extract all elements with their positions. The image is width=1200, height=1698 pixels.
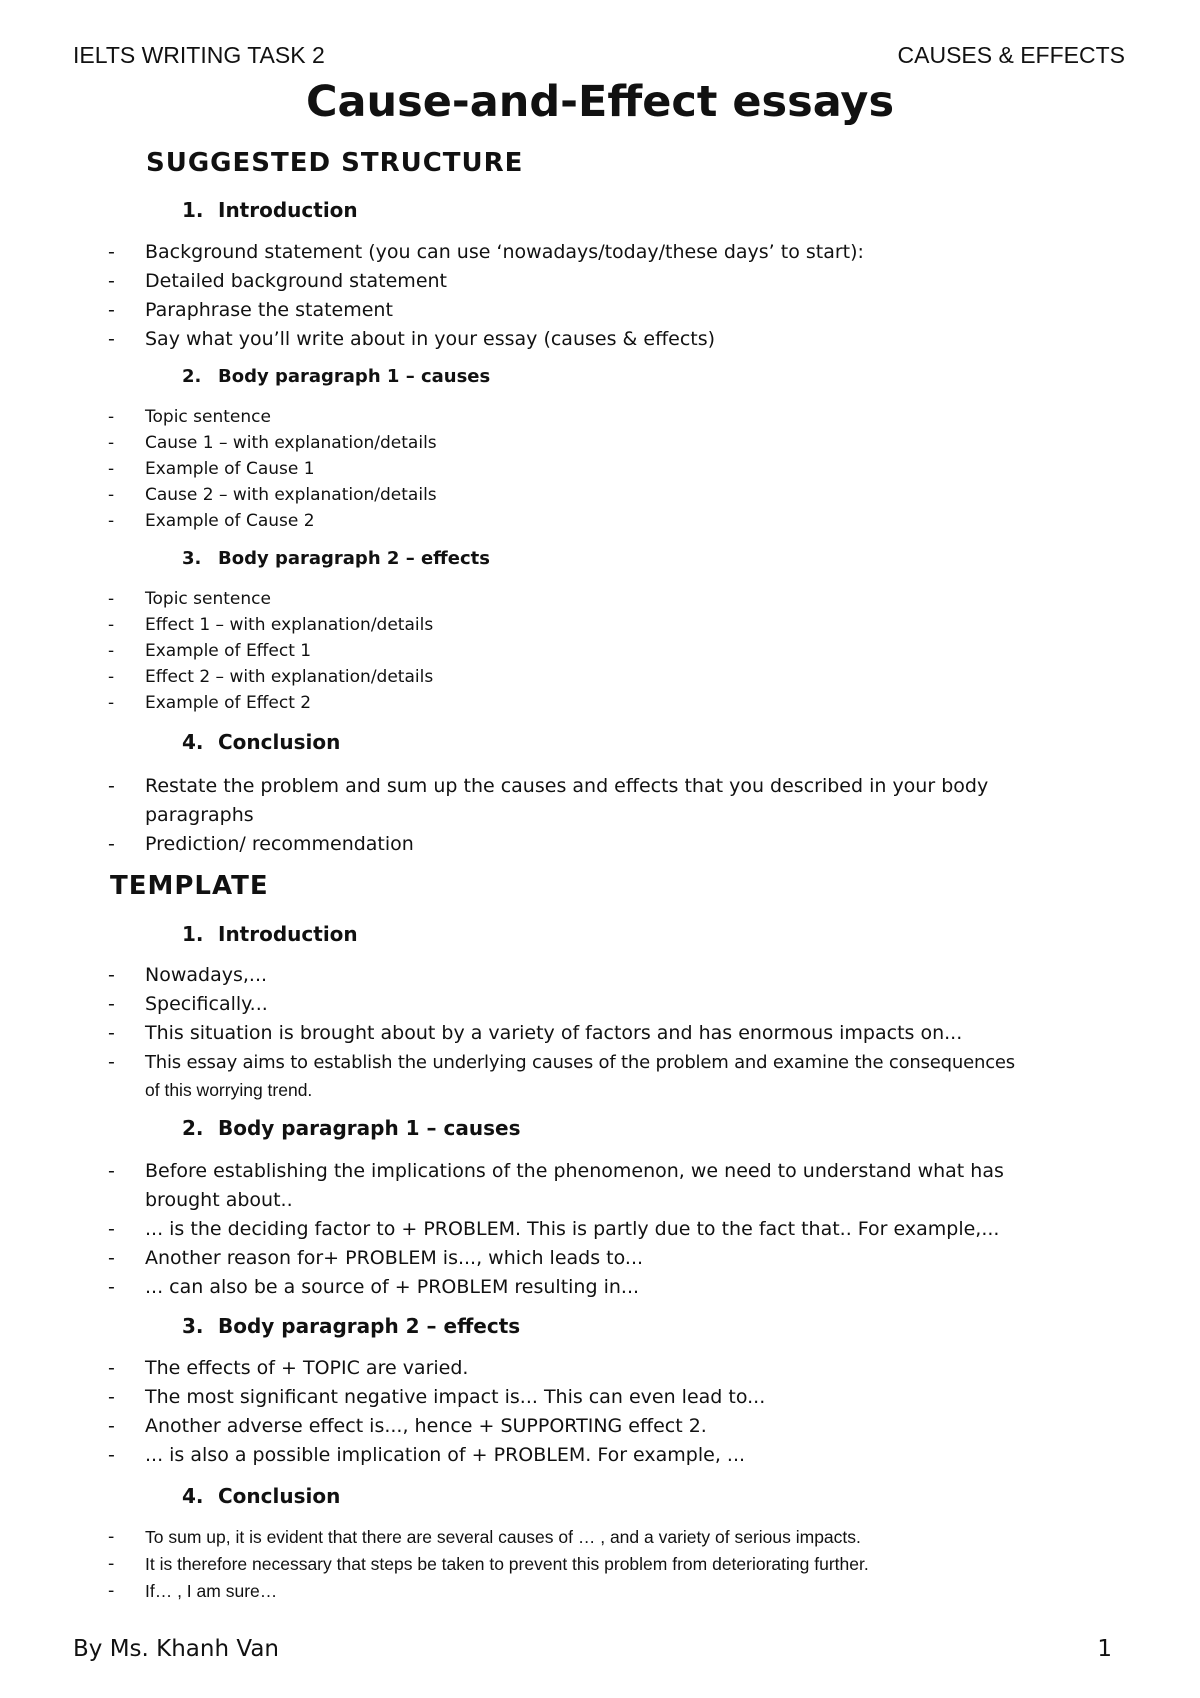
list-item: - If… , I am sure… [108,1578,1138,1605]
template-section-heading [182,1484,340,1508]
template-conclusion-list [108,1524,1138,1605]
section-title: Body paragraph 1 – causes [218,1116,521,1140]
list-item: - Another reason for+ PROBLEM is..., which leads to... [108,1244,1138,1273]
list-item: - ... is also a possible implication of + PROBLEM. For example, ... [108,1441,1138,1470]
structure-intro-list [108,238,1138,354]
list-item: - Specifically... [108,990,1138,1019]
list-item: - Example of Effect 1 [108,638,1138,664]
bullet-dash: - [108,241,115,263]
list-item: - Cause 2 – with explanation/details [108,482,1138,508]
template-intro-list [108,961,1138,1104]
section-number: 3. [182,1314,204,1338]
bullet-dash: - [108,328,115,350]
bullet-dash: - [108,485,115,505]
bullet-dash: - [108,1218,115,1240]
section-number: 1. [182,198,204,222]
list-item: - ... can also be a source of + PROBLEM resulting in... [108,1273,1138,1302]
bullet-dash: - [108,299,115,321]
bullet-dash: - [108,1527,115,1547]
template-section-heading [182,1314,520,1338]
bullet-dash: - [108,775,115,797]
list-item: - ... is the deciding factor to + PROBLEM. This is partly due to the fact that.. For example,... [108,1215,1138,1244]
bullet-dash: - [108,833,115,855]
bullet-dash: - [108,433,115,453]
template-body2-list [108,1354,1138,1470]
section-number: 2. [182,366,202,387]
section-number: 2. [182,1116,204,1140]
list-item: - Another adverse effect is..., hence + SUPPORTING effect 2. [108,1412,1138,1441]
list-item: - Restate the problem and sum up the causes and effects that you described in your body paragraphs [108,772,1138,830]
structure-body2-list [108,586,1138,716]
structure-body1-list [108,404,1138,534]
section-title: Introduction [218,198,358,222]
section-title: Body paragraph 2 – effects [218,1314,521,1338]
template-body1-list [108,1157,1138,1302]
footer-page-number: 1 [1097,1636,1112,1662]
section-title: Body paragraph 1 – causes [218,366,491,387]
list-item: - This essay aims to establish the underlying causes of the problem and examine the consequences of this worrying trend. [108,1048,1138,1104]
structure-section-heading [182,366,490,387]
page-header [73,42,1125,72]
bullet-dash: - [108,407,115,427]
bullet-dash: - [108,667,115,687]
template-section-heading [182,1116,520,1140]
list-item: - Effect 1 – with explanation/details [108,612,1138,638]
bullet-dash: - [108,1357,115,1379]
bullet-dash: - [108,459,115,479]
list-item: - To sum up, it is evident that there are several causes of … , and a variety of serious impacts. [108,1524,1138,1551]
structure-section-heading [182,730,340,754]
header-topic-label: CAUSES & EFFECTS [897,42,1125,68]
bullet-dash: - [108,511,115,531]
list-item: - Example of Cause 1 [108,456,1138,482]
list-item: - Topic sentence [108,586,1138,612]
list-item: - Topic sentence [108,404,1138,430]
section-number: 1. [182,922,204,946]
section-number: 3. [182,548,202,569]
bullet-dash: - [108,270,115,292]
list-item: - The effects of + TOPIC are varied. [108,1354,1138,1383]
bullet-dash: - [108,1051,115,1073]
list-item: - Effect 2 – with explanation/details [108,664,1138,690]
section-number: 4. [182,1484,204,1508]
section-title: Conclusion [218,730,341,754]
document-title: Cause-and-Effect essays [305,77,895,127]
list-item: - Before establishing the implications of the phenomenon, we need to understand what has brought about.. [108,1157,1138,1215]
list-item: - Example of Cause 2 [108,508,1138,534]
footer-author: By Ms. Khanh Van [73,1636,279,1662]
list-item: - It is therefore necessary that steps be taken to prevent this problem from deteriorating further. [108,1551,1138,1578]
bullet-dash: - [108,964,115,986]
list-item: - Example of Effect 2 [108,690,1138,716]
structure-section-heading [182,198,358,222]
bullet-dash: - [108,1022,115,1044]
bullet-dash: - [108,615,115,635]
bullet-dash: - [108,1581,115,1601]
bullet-dash: - [108,1386,115,1408]
section-title: Conclusion [218,1484,341,1508]
list-item: - This situation is brought about by a variety of factors and has enormous impacts on... [108,1019,1138,1048]
bullet-dash: - [108,693,115,713]
bullet-dash: - [108,1415,115,1437]
section-number: 4. [182,730,204,754]
list-item: - The most significant negative impact is... This can even lead to... [108,1383,1138,1412]
list-item: - Background statement (you can use ‘nowadays/today/these days’ to start): [108,238,1138,267]
bullet-dash: - [108,1247,115,1269]
bullet-dash: - [108,589,115,609]
template-heading: TEMPLATE [110,871,269,901]
bullet-dash: - [108,1554,115,1574]
section-title: Introduction [218,922,358,946]
list-item: - Cause 1 – with explanation/details [108,430,1138,456]
section-title: Body paragraph 2 – effects [218,548,490,569]
list-item: - Detailed background statement [108,267,1138,296]
suggested-structure-heading: SUGGESTED STRUCTURE [146,148,524,178]
bullet-dash: - [108,993,115,1015]
bullet-dash: - [108,1160,115,1182]
list-item: - Say what you’ll write about in your essay (causes & effects) [108,325,1138,354]
list-item: - Nowadays,... [108,961,1138,990]
bullet-dash: - [108,1444,115,1466]
bullet-dash: - [108,1276,115,1298]
template-section-heading [182,922,358,946]
header-course-label: IELTS WRITING TASK 2 [73,42,325,68]
structure-conclusion-list [108,772,1138,859]
structure-section-heading [182,548,490,569]
bullet-dash: - [108,641,115,661]
list-item: - Prediction/ recommendation [108,830,1138,859]
list-item: - Paraphrase the statement [108,296,1138,325]
